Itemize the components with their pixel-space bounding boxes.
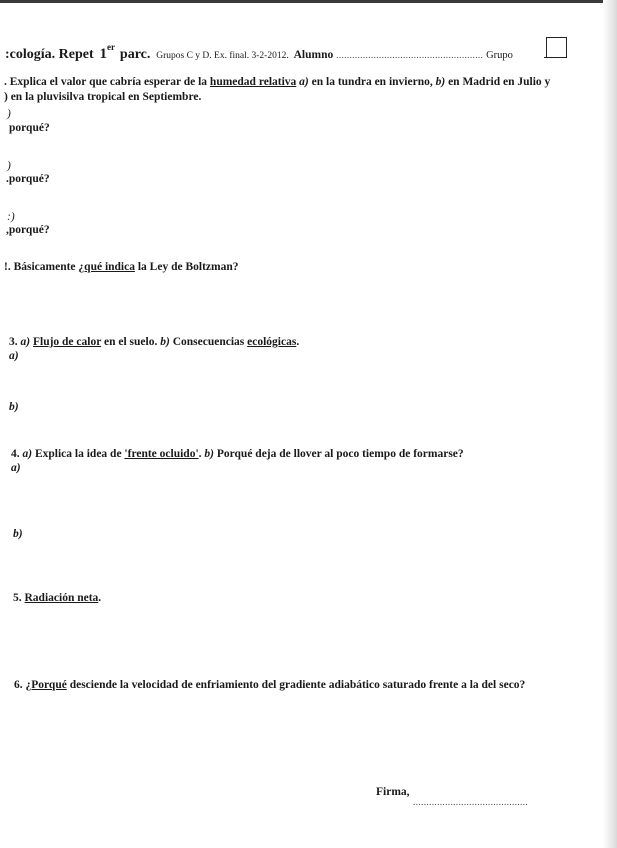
q3-b-label: b) bbox=[9, 401, 19, 413]
scan-top-edge bbox=[0, 0, 617, 3]
q3-underlined-2: ecológicas bbox=[247, 336, 297, 348]
q4-underlined: 'frente ocluido' bbox=[124, 448, 199, 460]
q1-underlined-term: humedad relativa bbox=[209, 76, 297, 88]
q6-num: 6. bbox=[14, 679, 26, 691]
q3-num: 3. bbox=[9, 336, 21, 348]
q3-mid: en el suelo. bbox=[101, 336, 161, 348]
q3-mid2: Consecuencias bbox=[169, 336, 248, 348]
q4-part-a-letter: a) bbox=[22, 448, 33, 460]
q1-b-marker: ) bbox=[7, 160, 11, 172]
q1-c-marker: :) bbox=[7, 211, 15, 223]
parc-label: parc. bbox=[119, 46, 151, 62]
firma-dots[interactable]: ........................................... bbox=[413, 798, 529, 808]
q1-text-b: en la tundra en invierno, bbox=[308, 76, 436, 88]
q2-post: la Ley de Boltzman? bbox=[134, 261, 239, 273]
course-title: :cología. Repet bbox=[5, 46, 94, 62]
q4-a-label: a) bbox=[11, 462, 21, 474]
alumno-label: Alumno bbox=[293, 48, 334, 61]
exam-header bbox=[5, 44, 513, 63]
q6-underlined: ¿Porqué bbox=[25, 679, 67, 691]
q4-b-label: b) bbox=[13, 528, 23, 540]
q1-text-a: . Explica el valor que cabría esperar de la bbox=[4, 76, 210, 88]
q3-a-label: a) bbox=[9, 350, 19, 362]
ordinal-number: 1 bbox=[99, 45, 108, 62]
q2-line bbox=[4, 261, 238, 274]
q1-part-a-letter: a) bbox=[296, 76, 309, 88]
q1-line1 bbox=[4, 76, 550, 89]
q1-text-c: en Madrid en Julio y bbox=[445, 76, 551, 88]
q1-b-porque: .porqué? bbox=[6, 173, 50, 185]
q3-line bbox=[9, 336, 299, 349]
q1-c-porque: ,porqué? bbox=[6, 224, 50, 236]
q6-post: desciende la velocidad de enfriamiento del gradiente adiabático saturado frente a la del seco? bbox=[66, 679, 526, 691]
q3-part-a-letter: a) bbox=[20, 336, 31, 348]
q5-underlined: Radiación neta bbox=[24, 592, 99, 604]
q5-num: 5. bbox=[13, 592, 25, 604]
q4-post: Porqué deja de llover al poco tiempo de formarse? bbox=[213, 448, 464, 460]
q5-end: . bbox=[98, 592, 102, 604]
q4-line bbox=[11, 448, 464, 461]
firma-label: Firma, bbox=[376, 786, 410, 798]
q4-part-b-letter: b) bbox=[204, 448, 214, 460]
q1-line2: ) en la pluvisilva tropical en Septiembre. bbox=[4, 91, 202, 103]
grupo-box-tick bbox=[544, 57, 547, 58]
q3-part-b-letter: b) bbox=[160, 336, 170, 348]
scan-right-shadow bbox=[603, 0, 617, 848]
grupo-label: Grupo bbox=[486, 49, 513, 61]
ordinal-superscript: er bbox=[107, 42, 116, 52]
q1-a-porque: porqué? bbox=[9, 122, 50, 134]
alumno-dots: ....................................................... bbox=[336, 50, 484, 61]
q3-underlined-1: Flujo de calor bbox=[32, 336, 102, 348]
q4-mid: . bbox=[198, 448, 205, 460]
q2-underlined: ¿qué indica bbox=[78, 261, 135, 273]
q5-line bbox=[13, 592, 101, 605]
q6-line bbox=[14, 679, 525, 692]
q4-num: 4. bbox=[11, 448, 23, 460]
q4-pre: Explica la idea de bbox=[32, 448, 125, 460]
q2-pre: !. Básicamente bbox=[4, 261, 79, 273]
grupo-box[interactable] bbox=[546, 37, 567, 58]
q1-part-b-letter: b) bbox=[435, 76, 446, 88]
q3-end: . bbox=[296, 336, 300, 348]
q1-a-marker: ) bbox=[7, 108, 11, 120]
groups-info: Grupos C y D. Ex. final. 3-2-2012. bbox=[156, 50, 289, 61]
